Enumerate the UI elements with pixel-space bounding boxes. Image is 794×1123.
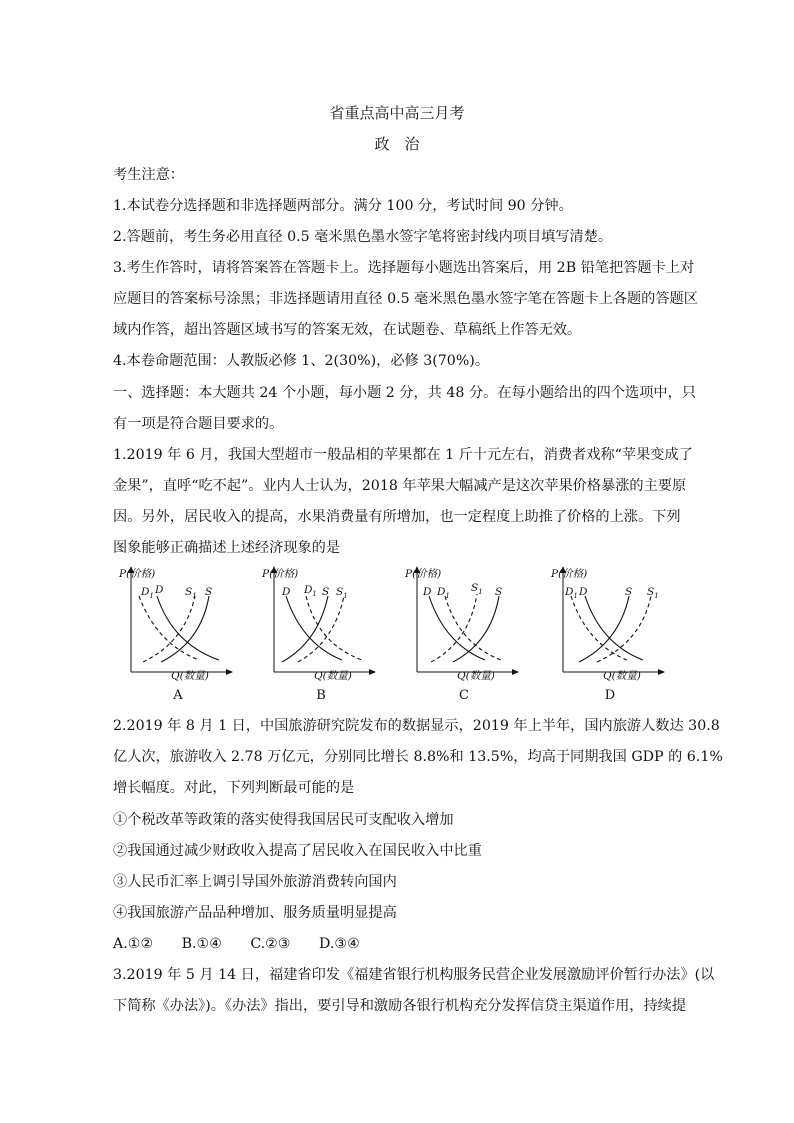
notice-heading: 考生注意： <box>113 167 184 183</box>
question-2-option: ③人民币汇率上调引导国外旅游消费转向国内 <box>113 874 397 890</box>
notice-item: 域内作答，超出答题区域书写的答案无效，在试题卷、草稿纸上作答无效。 <box>113 322 582 338</box>
curve-label: D <box>282 586 291 598</box>
y-axis-label: P(价格) <box>262 568 299 580</box>
section-heading: 有一项是符合题目要求的。 <box>113 416 284 432</box>
curve-label: D <box>579 586 588 598</box>
question-2-option: ②我国通过减少财政收入提高了居民收入在国民收入中比重 <box>113 843 482 859</box>
y-axis-label: P(价格) <box>405 568 442 580</box>
graph-option-c <box>399 560 539 710</box>
curve-label: S <box>495 586 503 598</box>
curve-label: $D_1$ <box>565 586 578 601</box>
y-axis-label: P(价格) <box>119 568 156 580</box>
curve-label: $S_1$ <box>647 586 659 601</box>
x-axis-label: Q(数量) <box>171 670 209 682</box>
question-1-text: 因。另外，居民收入的提高，水果消费量有所增加，也一定程度上助推了价格的上涨。下列 <box>113 509 681 525</box>
question-3-text: 3.2019 年 5 月 14 日，福建省印发《福建省银行机构服务民营企业发展激励评价暂行办法》(以 <box>113 967 715 983</box>
curve-label: D <box>423 586 432 598</box>
notice-item: 3.考生作答时，请将答案答在答题卡上。选择题每小题选出答案后，用 2B 铅笔把答题卡上对 <box>113 260 695 276</box>
graph-caption: D <box>604 688 616 703</box>
notice-item: 应题目的答案标号涂黑；非选择题请用直径 0.5 毫米黑色墨水签字笔在答题卡上各题的答题区 <box>113 291 698 307</box>
section-heading: 一、选择题：本大题共 24 个小题，每小题 2 分，共 48 分。在每小题给出的四个选项中，只 <box>113 385 696 401</box>
graph-caption: B <box>316 688 326 703</box>
curve-label: $S_1$ <box>471 582 483 597</box>
curve-label: S <box>205 586 213 598</box>
graph-caption: A <box>173 688 183 703</box>
notice-item: 2.答题前，考生务必用直径 0.5 毫米黑色墨水签字笔将密封线内项目填写清楚。 <box>113 229 613 245</box>
question-1-text: 1.2019 年 6 月，我国大型超市一般品相的苹果都在 1 斤十元左右，消费者戏称“苹果变成了 <box>113 447 693 463</box>
exam-title: 省重点高中高三月考 <box>329 104 465 122</box>
curve-label: $S_1$ <box>336 586 348 601</box>
curve-label: D <box>155 584 164 596</box>
question-2-text: 增长幅度。对此，下列判断最可能的是 <box>113 780 355 796</box>
graph-option-b <box>256 560 396 710</box>
question-2-option: ④我国旅游产品品种增加、服务质量明显提高 <box>113 905 397 921</box>
curve-label: $D_1$ <box>141 586 154 601</box>
question-1-graphs <box>113 560 688 710</box>
question-2-text: 2.2019 年 8 月 1 日，中国旅游研究院发布的数据显示，2019 年上半年，国内旅游人数达 30.8 <box>113 718 720 734</box>
question-2-option: ①个税改革等政策的落实使得我国居民可支配收入增加 <box>113 812 454 828</box>
question-3-text: 下简称《办法》)。《办法》指出，要引导和激励各银行机构充分发挥信贷主渠道作用，持续提 <box>113 998 687 1014</box>
graph-option-a <box>113 560 253 710</box>
notice-item: 1.本试卷分选择题和非选择题两部分。满分 100 分，考试时间 90 分钟。 <box>113 198 573 214</box>
question-1-text: 金果”，直呼“吃不起”。业内人士认为，2018 年苹果大幅减产是这次苹果价格暴涨的主要原 <box>113 478 687 494</box>
question-1-text: 图象能够正确描述上述经济现象的是 <box>113 540 341 556</box>
curve-label: $D_1$ <box>437 586 450 601</box>
curve-label: $S_1$ <box>185 586 197 601</box>
curve-label: S <box>625 586 633 598</box>
x-axis-label: Q(数量) <box>457 670 495 682</box>
curve-label: S <box>322 586 330 598</box>
graph-option-d <box>545 560 685 710</box>
graph-caption: C <box>459 688 469 703</box>
x-axis-label: Q(数量) <box>314 670 352 682</box>
question-2-text: 亿人次，旅游收入 2.78 万亿元，分别同比增长 8.8%和 13.5%，均高于同期我国 GDP 的 6.1% <box>113 749 723 765</box>
curve-label: $D_1$ <box>304 584 317 599</box>
question-2-answers: A.①② B.①④ C.②③ D.③④ <box>113 936 360 952</box>
notice-item: 4.本卷命题范围：人教版必修 1、2(30%)，必修 3(70%)。 <box>113 353 490 369</box>
x-axis-label: Q(数量) <box>603 670 641 682</box>
subject-title: 政 治 <box>374 135 420 153</box>
y-axis-label: P(价格) <box>551 568 588 580</box>
